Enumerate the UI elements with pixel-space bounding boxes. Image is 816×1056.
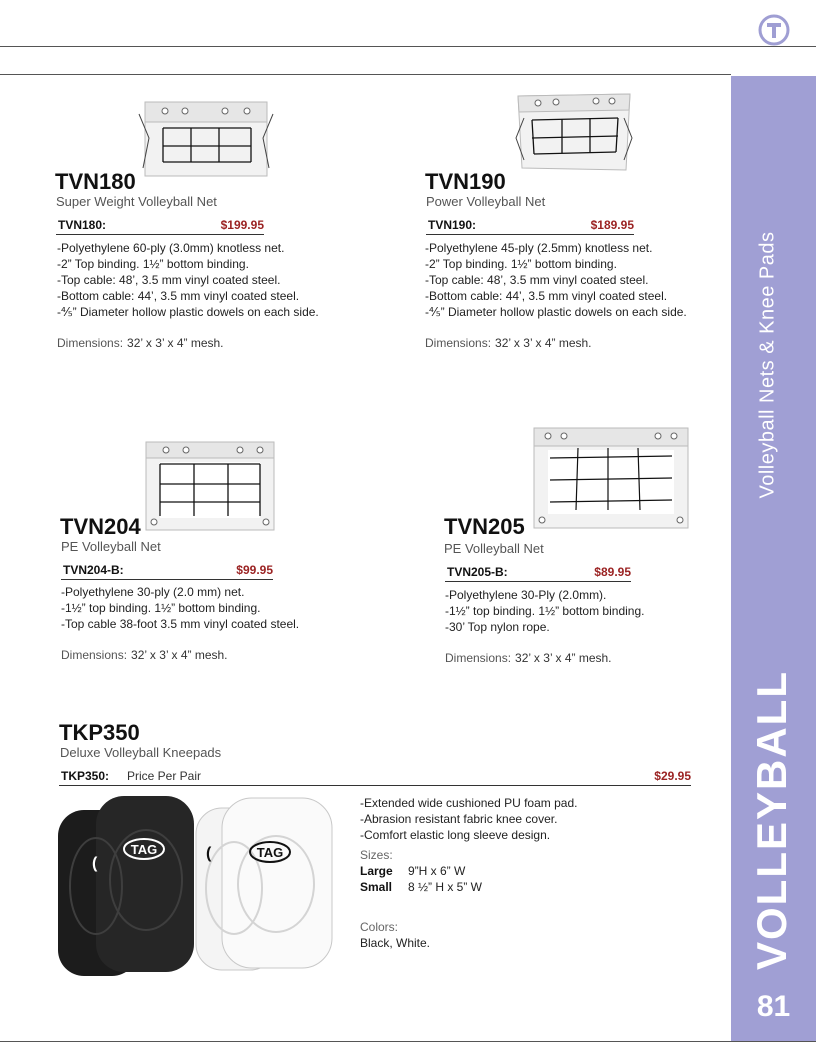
feature-item: -2” Top binding. 1½” bottom binding. [57,257,249,271]
price: $89.95 [594,565,631,579]
svg-text:(: ( [92,855,98,872]
product-name: Super Weight Volleyball Net [56,194,217,209]
colors-block [360,919,430,951]
sku-description: Price Per Pair [127,769,202,783]
dimensions-label: Dimensions: [425,336,492,350]
sku-label: TVN205-B: [447,565,508,579]
sidebar-subtitle: Volleyball Nets & Knee Pads [756,231,779,499]
product-name: Deluxe Volleyball Kneepads [60,745,222,760]
dimensions-label: Dimensions: [61,648,128,662]
feature-list [57,240,319,320]
product-code: TVN190 [425,169,506,194]
header-top-rule [0,46,816,47]
dimensions-label: Dimensions: [57,336,124,350]
dimensions-label: Dimensions: [445,651,512,665]
sku-price-row [59,768,691,786]
product-code: TKP350 [59,720,140,745]
price: $29.95 [654,769,691,783]
feature-item: -Polyethylene 45-ply (2.5mm) knotless net. [425,241,653,255]
feature-item: -Bottom cable: 44’, 3.5 mm vinyl coated steel. [425,289,668,303]
size-value: 9”H x 6” W [408,864,466,878]
dimensions [445,651,612,665]
size-name: Small [360,880,393,894]
feature-list [425,240,687,320]
price: $189.95 [590,218,634,232]
feature-item: -Polyethylene 30-ply (2.0 mm) net. [61,585,245,599]
sku-label: TKP350: [61,769,110,783]
size-row [360,863,482,879]
kneepad-logo-text: TAG [256,845,284,860]
feature-item: -30’ Top nylon rope. [445,620,550,634]
feature-item: -Top cable: 48’, 3.5 mm vinyl coated steel. [425,273,649,287]
tvn205-net-image [530,424,692,532]
product-name: PE Volleyball Net [444,541,544,556]
sku-price-row [426,217,634,235]
price: $199.95 [220,218,264,232]
feature-item: -2” Top binding. 1½” bottom binding. [425,257,617,271]
feature-item: -Polyethylene 60-ply (3.0mm) knotless net. [57,241,285,255]
sizes-label: Sizes: [360,848,393,862]
dimensions-value: 32’ x 3’ x 4” mesh. [515,651,612,665]
size-name: Large [360,864,393,878]
tvn190-net-image [510,88,638,178]
tvn204-net-image [140,438,280,536]
product-name: Power Volleyball Net [426,194,546,209]
dimensions-value: 32’ x 3’ x 4” mesh. [495,336,592,350]
product-name: PE Volleyball Net [61,539,161,554]
sizes-block [360,847,482,895]
dimensions-value: 32’ x 3’ x 4” mesh. [131,648,228,662]
feature-item: -⅘” Diameter hollow plastic dowels on each side. [57,305,319,319]
feature-item: -Top cable 38-foot 3.5 mm vinyl coated steel. [61,617,300,631]
colors-label: Colors: [360,920,399,934]
dimensions-value: 32’ x 3’ x 4” mesh. [127,336,224,350]
sku-label: TVN204-B: [63,563,124,577]
tvn180-net-image [133,98,281,184]
feature-item: -Extended wide cushioned PU foam pad. [360,796,578,810]
product-code: TVN205 [444,514,525,539]
sku-price-row [56,217,264,235]
svg-text:(: ( [206,845,212,862]
sku-price-row [445,564,631,582]
header-bottom-rule [0,74,731,75]
feature-list [61,584,299,632]
page-number: 81 [756,990,791,1023]
sku-label: TVN180: [58,218,107,232]
feature-item: -Bottom cable: 44’, 3.5 mm vinyl coated steel. [57,289,300,303]
brand-t-logo-icon [758,14,790,46]
feature-item: -Top cable: 48’, 3.5 mm vinyl coated steel. [57,273,281,287]
feature-item: -Abrasion resistant fabric knee cover. [360,812,558,826]
price: $99.95 [236,563,273,577]
kneepads-image [56,794,346,978]
dimensions [425,336,592,350]
feature-item: -1½” top binding. 1½” bottom binding. [61,601,261,615]
feature-item: -1½” top binding. 1½” bottom binding. [445,604,645,618]
colors-value: Black, White. [360,936,431,950]
footer-rule [0,1041,816,1042]
sidebar-category: VOLLEYBALL [748,670,795,970]
sku-label: TVN190: [428,218,477,232]
size-row [360,879,482,895]
dimensions [61,648,228,662]
feature-item: -Comfort elastic long sleeve design. [360,828,551,842]
product-code: TVN180 [55,169,136,194]
feature-item: -⅘” Diameter hollow plastic dowels on each side. [425,305,687,319]
feature-item: -Polyethylene 30-Ply (2.0mm). [445,588,607,602]
feature-list [445,587,644,635]
size-value: 8 ½” H x 5” W [408,880,483,894]
sku-price-row [61,562,273,580]
product-code: TVN204 [60,514,141,539]
dimensions [57,336,224,350]
kneepad-logo-text: TAG [130,842,158,857]
feature-list [360,795,577,843]
